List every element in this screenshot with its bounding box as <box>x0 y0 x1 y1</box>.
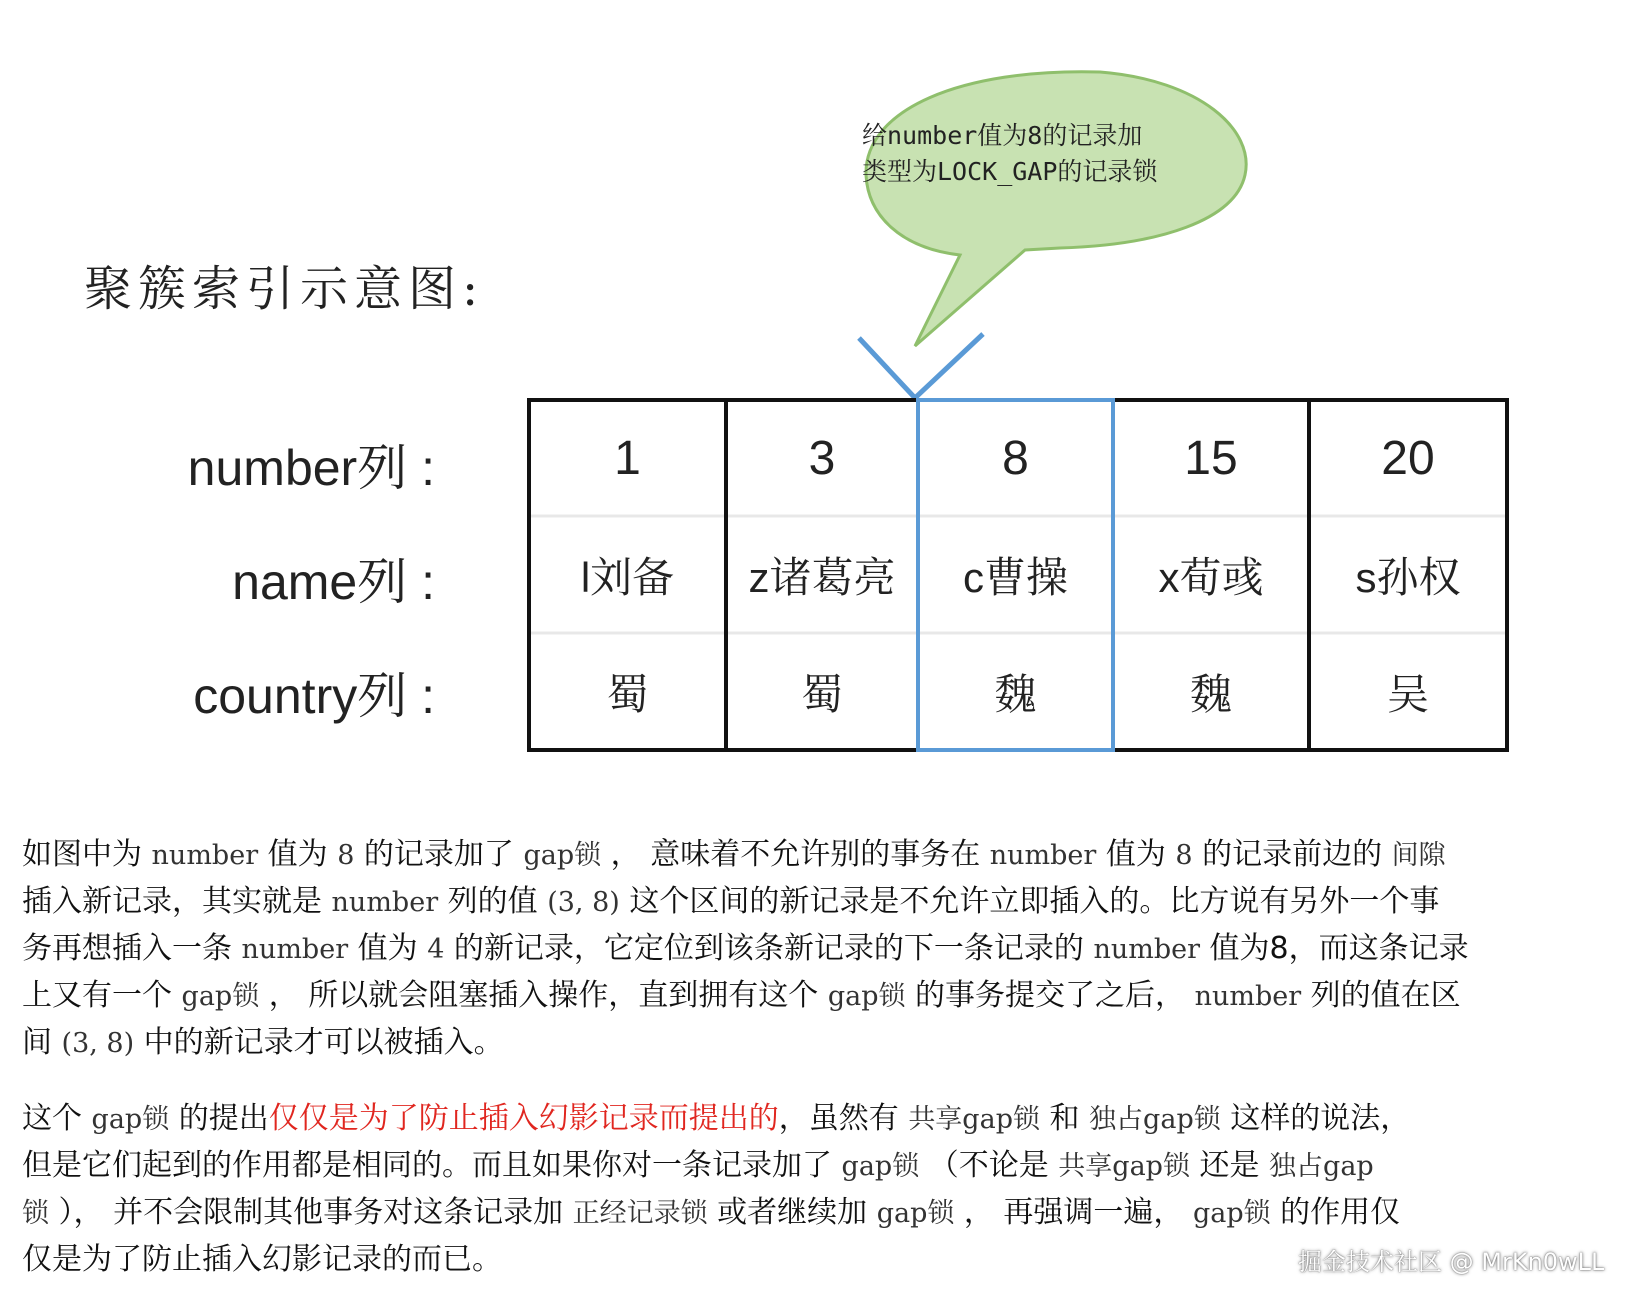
cell-country-20: 吴 <box>1386 670 1429 718</box>
paragraph-2-line-4: 仅是为了防止插入幻影记录的而已。 <box>22 1242 502 1277</box>
cell-name-1: l刘备 <box>580 553 675 601</box>
cell-number-3: 3 <box>808 431 836 485</box>
paragraph-2-line-2: 但是它们起到的作用都是相同的。而且如果你对一条记录加了 gap锁 （不论是 共享gap锁 还是 独占gap <box>22 1148 1374 1183</box>
cell-country-15: 魏 <box>1189 670 1232 718</box>
cell-number-20: 20 <box>1381 431 1435 485</box>
cell-number-8: 8 <box>1002 431 1029 485</box>
paragraph-1-line-3: 务再想插入一条 number 值为 4 的新记录，它定位到该条新记录的下一条记录的 number 值为8，而这条记录 <box>22 931 1469 966</box>
paragraph-1-line-5: 间 (3, 8) 中的新记录才可以被插入。 <box>22 1025 504 1060</box>
cell-name-8: c曹操 <box>962 553 1068 601</box>
cell-country-1: 蜀 <box>606 670 649 718</box>
cell-country-3: 蜀 <box>800 670 843 718</box>
row-label-number: number列 : <box>187 440 435 496</box>
cell-name-3: z诸葛亮 <box>748 553 896 601</box>
callout-graphic <box>0 0 1638 420</box>
speech-bubble <box>866 72 1246 346</box>
paragraph-1-line-1: 如图中为 number 值为 8 的记录加了 gap锁 ， 意味着不允许别的事务在 number 值为 8 的记录前边的 间隙 <box>22 837 1446 872</box>
callout-line-1: 给number值为8的记录加 <box>862 121 1143 150</box>
highlighted-statement: 仅仅是为了防止插入幻影记录而提出的 <box>268 1101 779 1136</box>
cell-name-15: x荀彧 <box>1158 553 1264 601</box>
cell-number-1: 1 <box>614 431 641 485</box>
pointer-arrow <box>859 334 983 398</box>
row-label-name: name列 : <box>232 554 435 610</box>
callout-line-2: 类型为LOCK_GAP的记录锁 <box>862 157 1158 186</box>
explanation-paragraph-1 <box>22 832 1622 1067</box>
cell-country-8: 魏 <box>994 670 1037 718</box>
paragraph-2-line-1: 这个 gap锁 的提出仅仅是为了防止插入幻影记录而提出的，虽然有 共享gap锁 和 独占gap锁 这样的说法， <box>22 1101 1411 1136</box>
watermark: 掘金技术社区 @ MrKn0wLL <box>1298 1248 1605 1276</box>
paragraph-2-line-3: 锁 ）， 并不会限制其他事务对这条记录加 正经记录锁 或者继续加 gap锁 ， 再强调一遍， gap锁 的作用仅 <box>22 1195 1401 1230</box>
row-label-country: country列 : <box>193 668 435 724</box>
paragraph-1-line-2: 插入新记录，其实就是 number 列的值 (3, 8) 这个区间的新记录是不允许立即插入的。比方说有另外一个事 <box>22 884 1440 919</box>
cell-number-15: 15 <box>1184 431 1238 485</box>
record-table <box>527 398 1509 752</box>
cell-name-20: s孙权 <box>1355 553 1461 601</box>
diagram-title: 聚簇索引示意图: <box>84 261 485 317</box>
paragraph-1-line-4: 上又有一个 gap锁 ， 所以就会阻塞插入操作，直到拥有这个 gap锁 的事务提交了之后， number 列的值在区 <box>22 978 1461 1013</box>
